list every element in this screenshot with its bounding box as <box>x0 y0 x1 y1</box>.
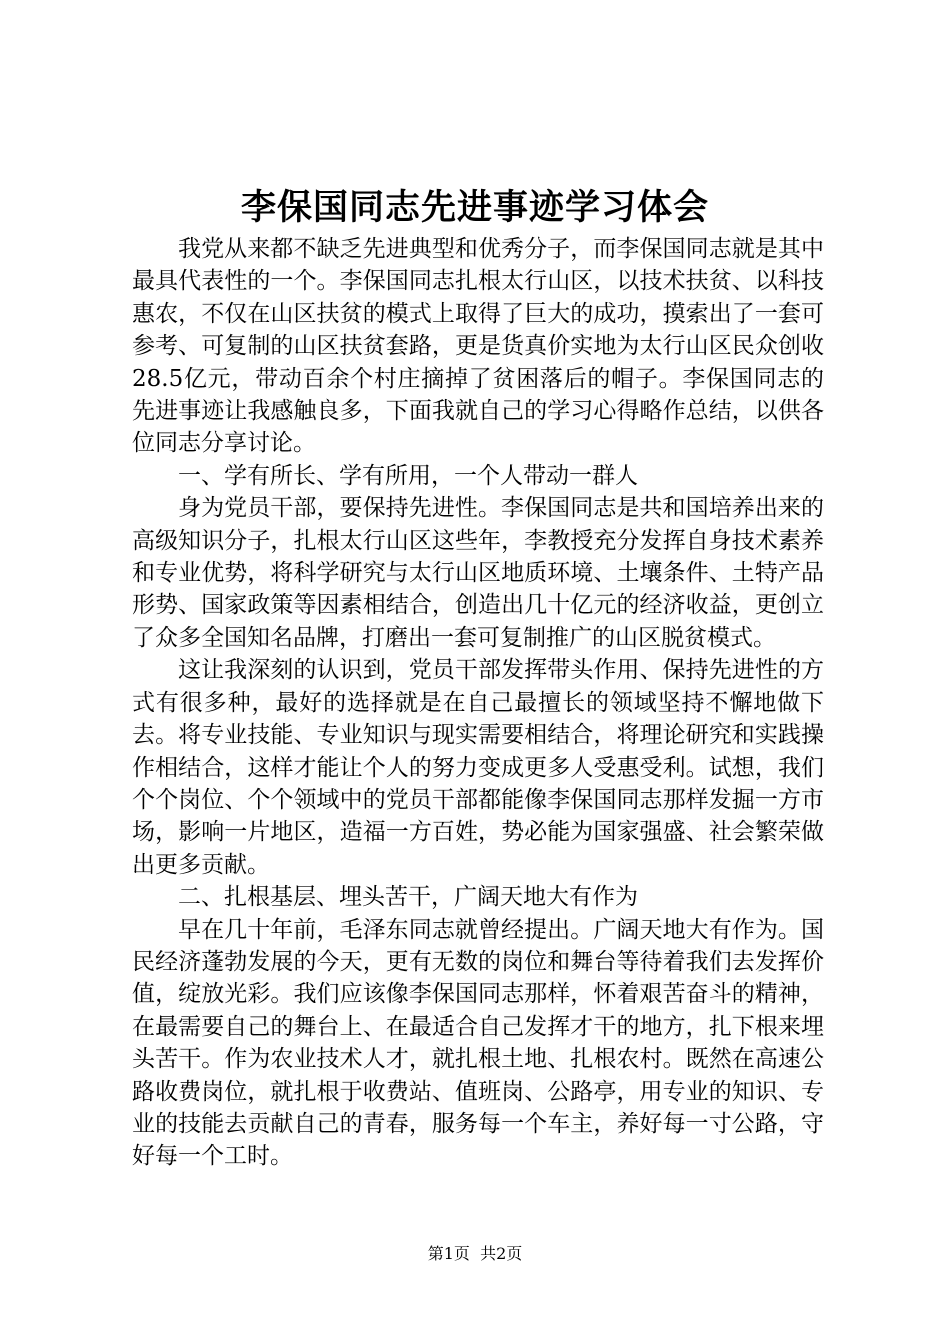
page-number: 第1页 共2页 <box>427 1244 523 1263</box>
section-heading-1: 一、学有所长、学有所用，一个人带动一群人 <box>178 462 638 489</box>
page-footer <box>0 1244 950 1264</box>
document-body <box>132 233 824 1173</box>
section-1-paragraph-1: 身为党员干部，要保持先进性。李保国同志是共和国培养出来的高级知识分子，扎根太行山区这些年，李教授充分发挥自身技术素养和专业优势，将科学研究与太行山区地质环境、土壤条件、土特产品形势、国家政策等因素相结合，创造出几十亿元的经济收益，更创立了众多全国知名品牌，打磨出一套可复制推广的山区脱贫模式。 <box>132 495 824 651</box>
section-1-paragraph-2: 这让我深刻的认识到，党员干部发挥带头作用、保持先进性的方式有很多种，最好的选择就是在自己最擅长的领域坚持不懈地做下去。将专业技能、专业知识与现实需要相结合，将理论研究和实践操作相结合，这样才能让个人的努力变成更多人受惠受利。试想，我们个个岗位、个个领域中的党员干部都能像李保国同志那样发掘一方市场，影响一片地区，造福一方百姓，势必能为国家强盛、社会繁荣做出更多贡献。 <box>132 657 824 878</box>
document-title: 李保国同志先进事迹学习体会 <box>240 188 709 228</box>
section-heading-2: 二、扎根基层、埋头苦干，广阔天地大有作为 <box>178 884 638 911</box>
intro-paragraph: 我党从来都不缺乏先进典型和优秀分子，而李保国同志就是其中最具代表性的一个。李保国同志扎根太行山区，以技术扶贫、以科技惠农，不仅在山区扶贫的模式上取得了巨大的成功，摸索出了一套可参考、可复制的山区扶贫套路，更是货真价实地为太行山区民众创收28.5亿元，带动百余个村庄摘掉了贫困落后的帽子。李保国同志的先进事迹让我感触良多，下面我就自己的学习心得略作总结，以供各位同志分享讨论。 <box>132 236 824 457</box>
section-2-paragraph-1: 早在几十年前，毛泽东同志就曾经提出。广阔天地大有作为。国民经济蓬勃发展的今天，更有无数的岗位和舞台等待着我们去发挥价值，绽放光彩。我们应该像李保国同志那样，怀着艰苦奋斗的精神，在最需要自己的舞台上、在最适合自己发挥才干的地方，扎下根来埋头苦干。作为农业技术人才，就扎根土地、扎根农村。既然在高速公路收费岗位，就扎根于收费站、值班岗、公路亭，用专业的知识、专业的技能去贡献自己的青春，服务每一个车主，养好每一寸公路，守好每一个工时。 <box>132 916 824 1170</box>
